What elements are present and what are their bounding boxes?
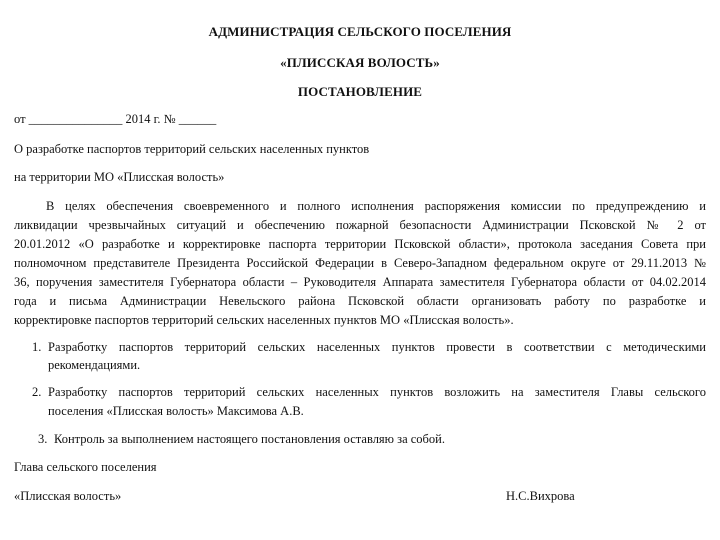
body-line-4: полномочном представителе Президента Российской Федерации в Северо-Западном федеральном округе от 29.11.2013 № (14, 256, 706, 270)
item-1-line-1: Разработку паспортов территорий сельских населенных пунктов провести в соответствии с методическими (48, 340, 706, 354)
item-3-line-1: Контроль за выполнением настоящего постановления оставляю за собой. (54, 432, 445, 446)
body-line-7: корректировке паспортов территорий сельских населенных пунктов МО «Плисская волость». (14, 313, 514, 327)
body-line-1: В целях обеспечения своевременного и полного исполнения распоряжения комиссии по предупреждению и (46, 199, 706, 213)
date-number-line: от _______________ 2014 г. № ______ (14, 112, 217, 126)
item-1-number: 1. (32, 340, 42, 354)
signatory-name: Н.С.Вихрова (506, 489, 575, 503)
body-line-5: 36, поручения заместителя Губернатора области – Руководителя Аппарата заместителя Губернатора области от 04.02.2014 (14, 275, 706, 289)
body-line-6: года и письма Администрации Невельского района Псковской области организовать работу по разработке и (14, 294, 706, 308)
item-2-line-1: Разработку паспортов территорий сельских населенных пунктов возложить на заместителя Главы сельского (48, 385, 706, 399)
subject-line-1: О разработке паспортов территорий сельских населенных пунктов (14, 142, 370, 156)
item-2-line-2: поселения «Плисская волость» Максимова А.В. (48, 404, 304, 418)
item-1-line-2: рекомендациями. (48, 358, 141, 372)
org-subtitle: «ПЛИССКАЯ ВОЛОСТЬ» (280, 55, 440, 70)
document-type: ПОСТАНОВЛЕНИЕ (297, 84, 423, 99)
signature-position-2: «Плисская волость» (14, 489, 122, 503)
item-3-number: 3. (38, 432, 48, 446)
body-line-3: 20.01.2012 «О разработке и корректировке паспорта территории Псковской области», протокола заседания Совета при (14, 237, 706, 251)
item-2-number: 2. (32, 385, 42, 399)
signature-position-1: Глава сельского поселения (14, 460, 157, 474)
subject-line-2: на территории МО «Плисская волость» (14, 170, 225, 184)
org-title: АДМИНИСТРАЦИЯ СЕЛЬСКОГО ПОСЕЛЕНИЯ (208, 24, 512, 39)
body-line-2: ликвидации чрезвычайных ситуаций и обеспечению пожарной безопасности Администрации Псковской № 2 от (14, 218, 706, 232)
